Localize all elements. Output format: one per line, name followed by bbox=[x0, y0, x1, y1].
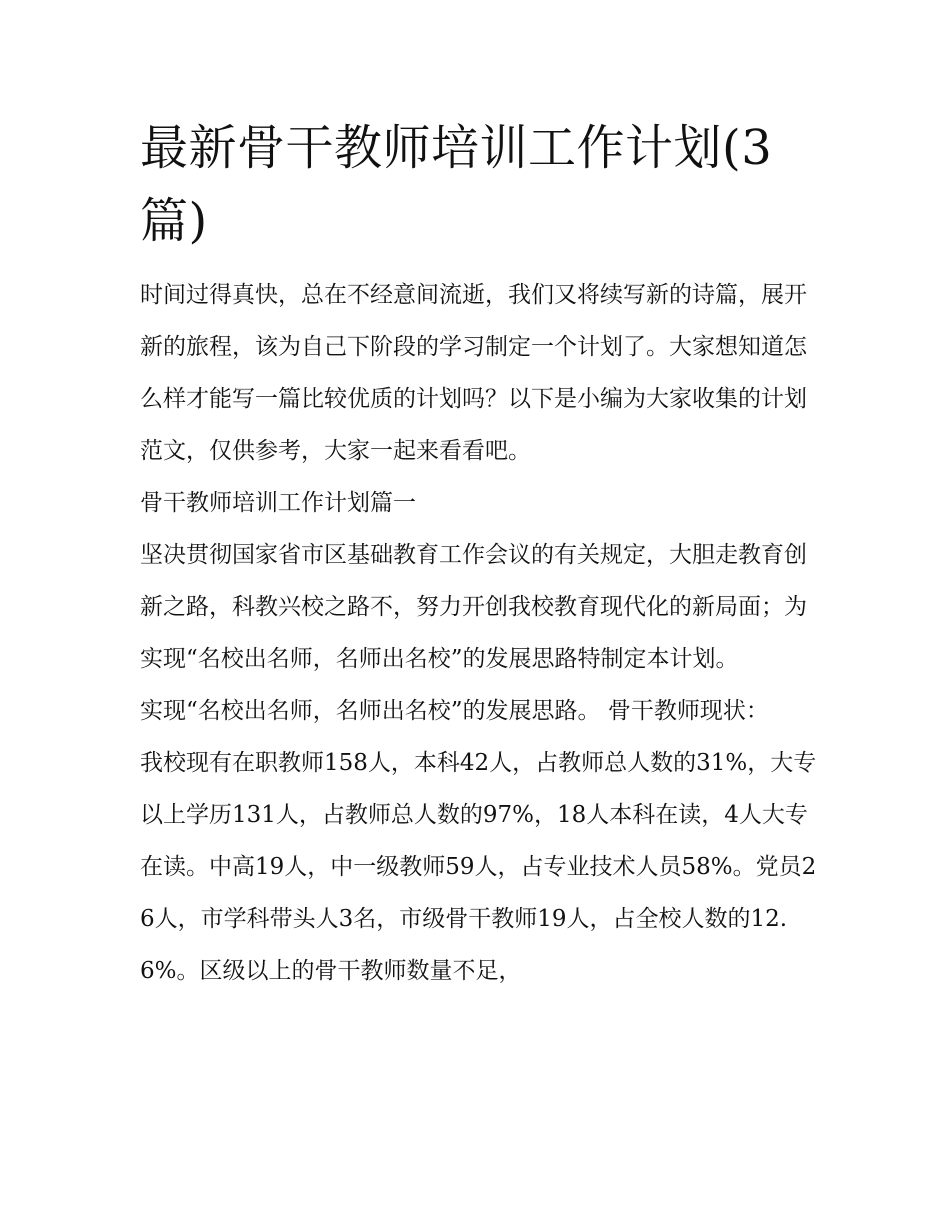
intro-paragraph: 时间过得真快，总在不经意间流逝，我们又将续写新的诗篇，展开新的旅程，该为自己下阶段的学习制定一个计划了。大家想知道怎么样才能写一篇比较优质的计划吗？以下是小编为大家收集的计划范文，仅供参考，大家一起来看看吧。 bbox=[140, 282, 807, 464]
body-paragraph-2: 实现“名校出名师，名师出名校”的发展思路。 骨干教师现状： bbox=[140, 698, 769, 724]
body-paragraph-3: 我校现有在职教师158人，本科42人，占教师总人数的31%，大专以上学历131人，占教师总人数的97%，18人本科在读，4人大专在读。中高19人，中一级教师59人，占专业技术人员58%。党员26人，市学科带头人3名，市级骨干教师19人，占全校人数的12.6%。区级以上的骨干教师数量不足， bbox=[140, 750, 817, 984]
body-paragraph-1: 坚决贯彻国家省市区基础教育工作会议的有关规定，大胆走教育创新之路，科教兴校之路不，努力开创我校教育现代化的新局面；为实现“名校出名师，名师出名校”的发展思路特制定本计划。 bbox=[140, 542, 807, 672]
document-content bbox=[140, 112, 820, 997]
document-title: 最新骨干教师培训工作计划(3篇) bbox=[140, 120, 773, 249]
section-heading: 骨干教师培训工作计划篇一 bbox=[140, 490, 416, 516]
